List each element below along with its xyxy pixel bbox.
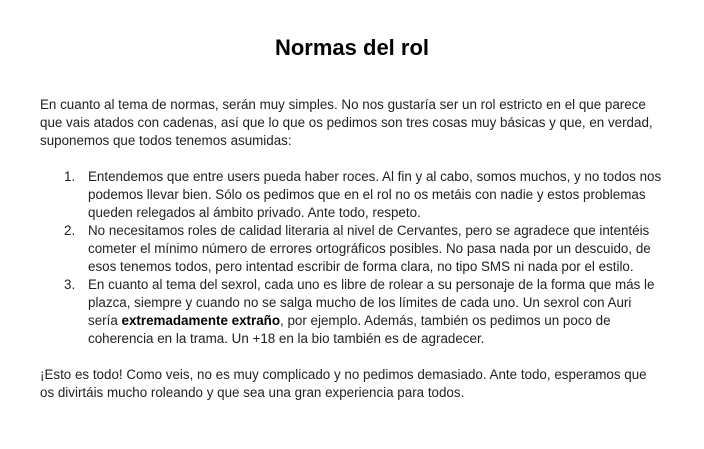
intro-paragraph: En cuanto al tema de normas, serán muy simples. No nos gustaría ser un rol estricto en el que parece que vais atados con cadenas, así que lo que os pedimos son tres cosas muy básicas y que, en verdad, suponemos que todos tenemos asumidas: [40, 97, 653, 148]
rule-number: 2. [64, 223, 76, 238]
rule-text-before: En cuanto al tema del sexrol, cada uno es libre de rolear a su personaje de la forma que más le plazca, siempre y cuando no se salga mucho de los límites de cada uno. Un sexrol con Auri sería [88, 277, 655, 328]
page-title: Normas del rol [274, 35, 430, 60]
rule-number: 3. [64, 277, 76, 292]
outro-paragraph: ¡Esto es todo! Como veis, no es muy complicado y no pedimos demasiado. Ante todo, esperamos que os divirtáis mucho roleando y que sea una gran experiencia para todos. [40, 367, 647, 400]
rule-item-2 [40, 222, 664, 276]
rule-text-bold: extremadamente extraño [121, 313, 281, 328]
rule-number: 1. [64, 169, 76, 184]
rule-item-3 [40, 276, 664, 348]
rule-text: No necesitamos roles de calidad literaria al nivel de Cervantes, pero se agradece que intentéis cometer el mínimo número de errores ortográficos posibles. No pasa nada por un descuido, de esos tenemos todos, pero intentad escribir de forma clara, no tipo SMS ni nada por el estilo. [88, 223, 651, 274]
rule-text-after: , por ejemplo. Además, también os pedimos un poco de coherencia en la trama. Un +18 en la bio también es de agradecer. [88, 313, 611, 346]
rule-text: Entendemos que entre users pueda haber roces. Al fin y al cabo, somos muchos, y no todos nos podemos llevar bien. Sólo os pedimos que en el rol no os metáis con nadie y estos problemas queden relegados al ámbito privado. Ante todo, respeto. [88, 169, 662, 220]
rule-item-1 [40, 168, 664, 222]
rules-list [40, 168, 664, 348]
